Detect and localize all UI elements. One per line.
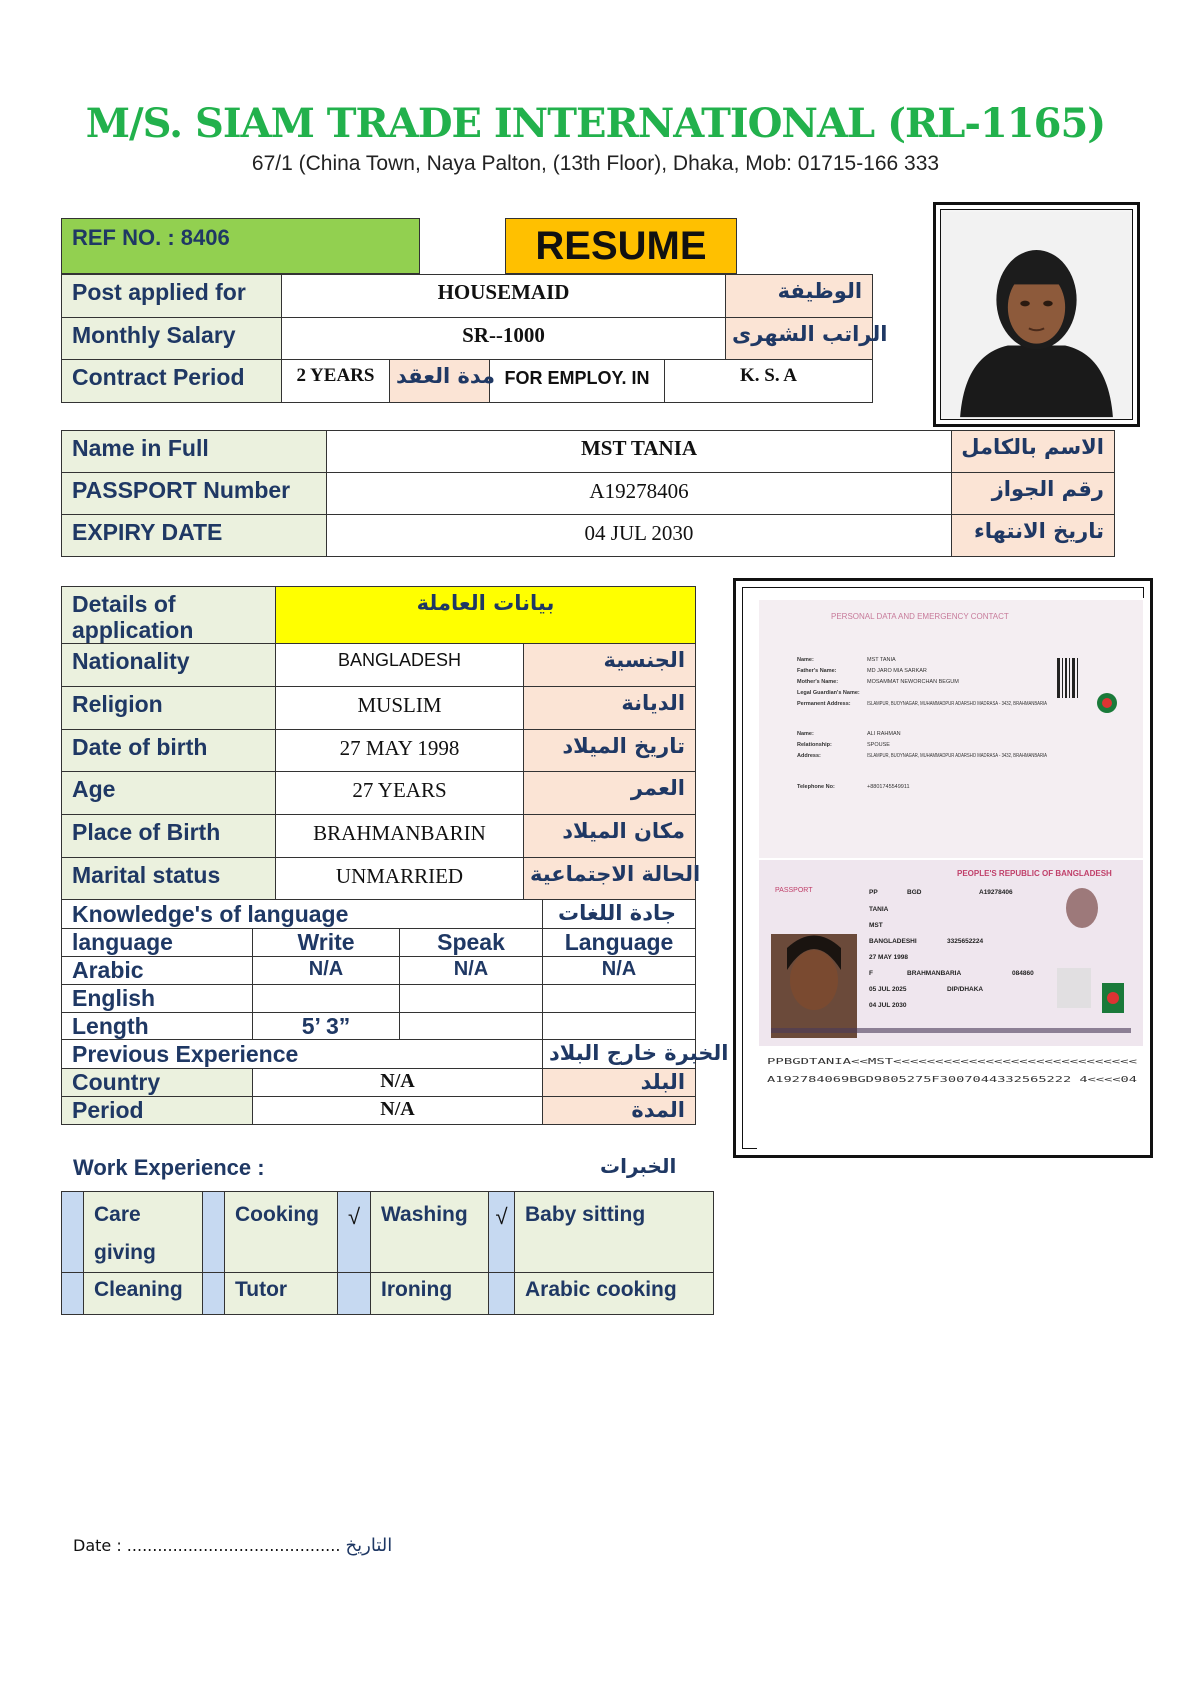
employ-in-label: FOR EMPLOY. IN xyxy=(490,360,665,403)
monthly-salary-label: Monthly Salary xyxy=(62,318,282,360)
language-title: Knowledge's of language xyxy=(62,900,543,929)
date-arabic: التاريخ xyxy=(345,1535,393,1556)
language-header-name: language xyxy=(62,929,253,957)
passport-number-arabic: رقم الجواز xyxy=(952,473,1115,515)
marital-status-value: UNMARRIED xyxy=(276,858,524,901)
pp-field-key: Mother's Name: xyxy=(797,679,839,685)
language-table xyxy=(61,899,696,1041)
age-value: 27 YEARS xyxy=(276,772,524,815)
work-experience-table xyxy=(61,1191,714,1315)
language-header-write: Write xyxy=(253,929,400,957)
pp-emergency-value: ISLAMPUR, BUOYNAGAR, MUHAMMADPUR ADARSHO MADRASA - 3432, BRAHMANBARIA xyxy=(867,753,1048,759)
company-address: 67/1 (China Town, Naya Palton, (13th Floor), Dhaka, Mob: 01715-166 333 xyxy=(251,152,940,175)
pp-field-value: MD JARO MIA SARKAR xyxy=(867,668,927,674)
pp-emergency-value: ALI RAHMAN xyxy=(867,731,901,737)
arabic-cooking-label: Arabic cooking xyxy=(515,1273,714,1315)
pp-surname: TANIA xyxy=(869,906,889,913)
age-arabic: العمر xyxy=(524,772,696,815)
details-table xyxy=(61,586,701,901)
resume-title: RESUME xyxy=(505,218,737,274)
pp-field-value: MOSAMMAT NEWORCHAN BEGUM xyxy=(867,679,959,685)
arabic-cooking-check xyxy=(489,1273,515,1315)
passport-number-value: A19278406 xyxy=(327,473,952,515)
pp-type: PP xyxy=(869,889,878,896)
job-table xyxy=(61,274,888,403)
place-of-birth-arabic: مكان الميلاد xyxy=(524,815,696,858)
place-of-birth-label: Place of Birth xyxy=(62,815,276,858)
pp-issue-date: 05 JUL 2025 xyxy=(869,986,907,993)
date-line xyxy=(73,1535,392,1556)
identity-table xyxy=(61,430,1115,557)
tutor-check xyxy=(203,1273,225,1315)
language-title-arabic: جادة اللغات xyxy=(543,900,696,929)
country-label: Country xyxy=(62,1069,253,1097)
length-value: 5’ 3” xyxy=(253,1013,400,1041)
contract-period-value: 2 YEARS xyxy=(282,360,390,403)
period-value: N/A xyxy=(253,1097,543,1125)
language-row-arabic: Arabic xyxy=(62,957,253,985)
country-value: N/A xyxy=(253,1069,543,1097)
place-of-birth-value: BRAHMANBARIN xyxy=(276,815,524,858)
washing-check: √ xyxy=(338,1192,371,1273)
pp-nationality: BANGLADESHI xyxy=(869,938,917,945)
arabic-write-value: N/A xyxy=(253,957,400,985)
post-applied-arabic: الوظيفة xyxy=(726,275,873,318)
language-row-english: English xyxy=(62,985,253,1013)
cooking-check xyxy=(203,1192,225,1273)
monthly-salary-value: SR--1000 xyxy=(282,318,726,360)
pp-given-name: MST xyxy=(869,922,883,929)
monthly-salary-arabic: الراتب الشهرى xyxy=(726,318,873,360)
pp-field-key: Father's Name: xyxy=(797,668,837,674)
pp-place-of-birth: BRAHMANBARIA xyxy=(907,970,962,977)
period-label: Period xyxy=(62,1097,253,1125)
details-header-label: Details of application xyxy=(62,587,276,644)
cleaning-label: Cleaning xyxy=(84,1273,203,1315)
expiry-date-value: 04 JUL 2030 xyxy=(327,515,952,557)
passport-scan xyxy=(733,578,1153,1158)
pp-field-key: Permanent Address: xyxy=(797,701,851,707)
language-header-language: Language xyxy=(543,929,696,957)
pp-authority: DIP/DHAKA xyxy=(947,986,984,993)
pp-emergency-key: Telephone No: xyxy=(797,784,835,790)
pp-doc-label: PASSPORT xyxy=(775,887,813,894)
care-giving-check xyxy=(62,1192,84,1273)
arabic-speak-value: N/A xyxy=(400,957,543,985)
arabic-language-value: N/A xyxy=(543,957,696,985)
pp-emergency-key: Relationship: xyxy=(797,742,832,748)
dob-label: Date of birth xyxy=(62,730,276,772)
marital-status-arabic: الحالة الاجتماعية xyxy=(524,858,696,901)
period-arabic: المدة xyxy=(543,1097,696,1125)
age-label: Age xyxy=(62,772,276,815)
expiry-date-label: EXPIRY DATE xyxy=(62,515,327,557)
english-language-value xyxy=(543,985,696,1013)
post-applied-value: HOUSEMAID xyxy=(282,275,726,318)
passport-scan-image xyxy=(757,598,1147,1150)
pp-ghost-photo xyxy=(1066,888,1098,928)
pp-mrz-line-1: PPBGDTANIA<<MST<<<<<<<<<<<<<<<<<<<<<<<<<<<<< xyxy=(767,1056,1138,1066)
pp-country-header: PEOPLE'S REPUBLIC OF BANGLADESH xyxy=(957,869,1112,878)
pp-emergency-value: +8801745549911 xyxy=(867,784,910,790)
pp-emergency-value: SPOUSE xyxy=(867,742,890,748)
applicant-photo-image xyxy=(941,210,1132,419)
previous-experience-table xyxy=(61,1039,729,1125)
name-value: MST TANIA xyxy=(327,431,952,473)
pp-field-value: MST TANIA xyxy=(867,657,896,663)
name-label: Name in Full xyxy=(62,431,327,473)
pp-prev-no: 084860 xyxy=(1012,970,1034,977)
ironing-label: Ironing xyxy=(371,1273,489,1315)
religion-label: Religion xyxy=(62,687,276,730)
previous-experience-title: Previous Experience xyxy=(62,1040,543,1069)
dob-arabic: تاريخ الميلاد xyxy=(524,730,696,772)
details-header-arabic: بيانات العاملة xyxy=(276,587,696,644)
post-applied-label: Post applied for xyxy=(62,275,282,318)
cooking-label: Cooking xyxy=(225,1192,338,1273)
tutor-label: Tutor xyxy=(225,1273,338,1315)
pp-number: A19278406 xyxy=(979,889,1013,896)
nationality-value: BANGLADESH xyxy=(276,644,524,687)
religion-arabic: الديانة xyxy=(524,687,696,730)
language-header-speak: Speak xyxy=(400,929,543,957)
pp-emergency-key: Name: xyxy=(797,731,814,737)
dob-value: 27 MAY 1998 xyxy=(276,730,524,772)
baby-sitting-check: √ xyxy=(489,1192,515,1273)
baby-sitting-label: Baby sitting xyxy=(515,1192,714,1273)
english-write-value xyxy=(253,985,400,1013)
contract-period-label: Contract Period xyxy=(62,360,282,403)
pp-field-key: Name: xyxy=(797,657,814,663)
contract-period-arabic: مدة العقد xyxy=(390,360,490,403)
pp-field-key: Legal Guardian's Name: xyxy=(797,690,860,696)
length-label: Length xyxy=(62,1013,253,1041)
pp-expiry: 04 JUL 2030 xyxy=(869,1002,907,1009)
pp-code: BGD xyxy=(907,889,922,896)
religion-value: MUSLIM xyxy=(276,687,524,730)
work-experience-title: Work Experience : xyxy=(73,1155,265,1180)
marital-status-label: Marital status xyxy=(62,858,276,901)
name-arabic: الاسم بالكامل xyxy=(952,431,1115,473)
expiry-date-arabic: تاريخ الانتهاء xyxy=(952,515,1115,557)
ironing-check xyxy=(338,1273,371,1315)
pp-section-title: PERSONAL DATA AND EMERGENCY CONTACT xyxy=(831,612,1009,621)
employ-in-value: K. S. A xyxy=(665,360,873,403)
pp-mrz-line-2: A192784069BGD9805275F3007044332565222 4<<<<04 xyxy=(767,1074,1138,1084)
pp-dob: 27 MAY 1998 xyxy=(869,954,909,961)
nationality-arabic: الجنسية xyxy=(524,644,696,687)
nationality-label: Nationality xyxy=(62,644,276,687)
work-experience-arabic: الخبرات xyxy=(600,1154,677,1178)
pp-personal-no: 3325652224 xyxy=(947,938,984,945)
pp-sex: F xyxy=(869,970,873,977)
pp-field-value: ISLAMPUR, BUOYNAGAR, MUHAMMADPUR ADARSHO MADRASA - 3432, BRAHMANBARIA xyxy=(867,701,1048,707)
company-name: M/S. SIAM TRADE INTERNATIONAL (RL-1165) xyxy=(85,100,1106,147)
passport-number-label: PASSPORT Number xyxy=(62,473,327,515)
washing-label: Washing xyxy=(371,1192,489,1273)
english-speak-value xyxy=(400,985,543,1013)
country-arabic: البلد xyxy=(543,1069,696,1097)
ref-number: REF NO. : 8406 xyxy=(61,218,420,274)
applicant-photo xyxy=(933,202,1140,427)
pp-emergency-key: Address: xyxy=(797,753,821,759)
cleaning-check xyxy=(62,1273,84,1315)
previous-experience-arabic: الخبرة خارج البلاد xyxy=(543,1040,696,1069)
care-giving-label: Care giving xyxy=(84,1192,203,1273)
date-label: Date : .......................................... xyxy=(73,1536,341,1555)
